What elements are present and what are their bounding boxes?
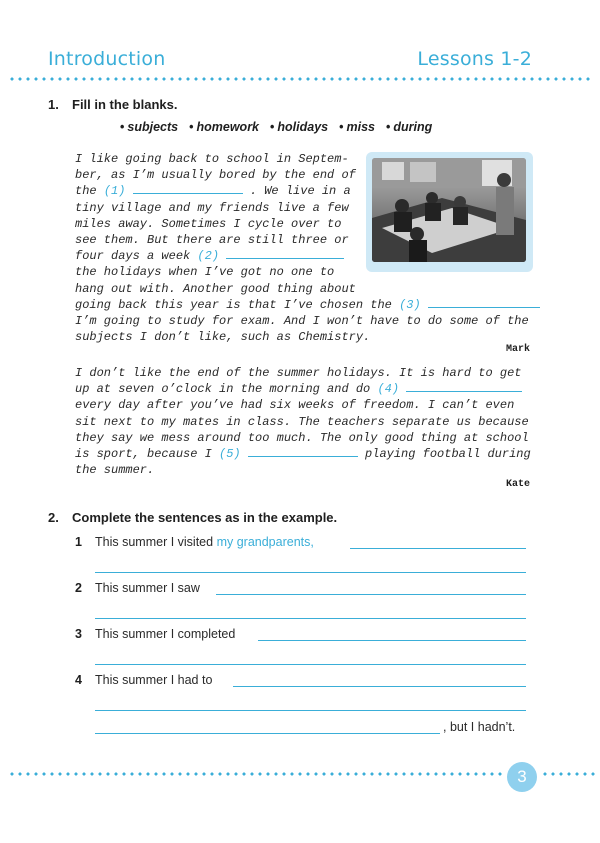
gap-number: (2) [197,249,220,264]
word-box-item: • miss [339,120,375,134]
text-segment: up at seven o’clock in the morning and do [75,382,371,397]
text-line: subjects I don’t like, such as Chemistry. [75,330,371,345]
blank-4[interactable] [406,381,522,392]
blank-5[interactable] [248,446,358,457]
text-line: I’m going to study for exam. And I won’t have to do some of the [75,314,529,329]
text-segment: the [75,184,97,199]
exercise-1-number: 1. [48,97,59,112]
text-line [75,248,540,264]
sentence-start: This summer I visited [95,535,214,549]
blank-2[interactable] [226,248,344,259]
answer-line[interactable] [350,548,526,549]
word-box [120,120,500,134]
answer-line[interactable] [233,686,526,687]
answer-line[interactable] [216,594,526,595]
blank-3[interactable] [428,297,540,308]
page-number-badge: 3 [507,762,537,792]
text-segment: is sport, because I [75,447,212,462]
word-box-item: • homework [189,120,259,134]
answer-line[interactable] [95,618,526,619]
answer-line[interactable] [95,572,526,573]
footer-dotted-divider [8,772,502,776]
text-line: the holidays when I’ve got no one to [75,265,335,280]
text-line: hang out with. Another good thing about [75,281,356,296]
mark-text [75,151,540,345]
gap-number: (3) [399,297,421,312]
text-line: see them. But there are still three or [75,233,349,248]
text-line: I like going back to school in Septem- [75,152,349,166]
text-line [75,183,540,199]
word-box-item: • subjects [120,120,178,134]
exercise-1-title [48,97,177,112]
item-number: 1 [75,535,82,549]
sentence-item-1 [75,535,314,549]
answer-line[interactable] [95,733,440,734]
header-section-title: Introduction [48,48,166,70]
text-segment: going back this year is that I’ve chosen the [75,297,392,312]
sentence-item-4 [75,673,212,687]
signature-mark: Mark [506,344,531,355]
text-segment: playing football during [365,447,531,462]
item-number: 3 [75,627,82,641]
sentence-start: This summer I had to [95,673,213,687]
gap-number: (1) [103,184,126,199]
text-line: miles away. Sometimes I cycle over to [75,216,342,231]
sentence-item-2 [75,581,200,595]
text-line: ber, as I’m usually bored by the end of [75,168,356,183]
text-line: the summer. [75,463,155,478]
sentence-item-3 [75,627,235,641]
item-number: 4 [75,673,82,687]
answer-line[interactable] [95,710,526,711]
text-line: sit next to my mates in class. The teachers separate us because [75,414,529,429]
text-line [75,381,531,397]
item-number: 2 [75,581,82,595]
header-lessons: Lessons 1-2 [417,48,532,70]
text-line: every day after you’ve had six weeks of freedom. I can’t even [75,398,515,413]
exercise-1-instruction: Fill in the blanks. [72,97,178,112]
sentence-start: This summer I saw [95,581,200,595]
exercise-2-title [48,510,337,525]
text-line: tiny village and my friends live a few [75,200,349,215]
word-box-item: • during [386,120,432,134]
text-line: I don’t like the end of the summer holidays. It is hard to get [75,366,522,380]
blank-1[interactable] [133,183,243,194]
footer-dotted-divider-right [541,772,595,776]
signature-kate: Kate [506,479,531,490]
answer-line[interactable] [258,640,526,641]
gap-number: (4) [377,382,400,397]
exercise-2-instruction: Complete the sentences as in the example. [72,510,338,525]
word-box-item: • holidays [270,120,328,134]
text-line: they say we mess around too much. The only good thing at school [75,430,529,445]
answer-line[interactable] [95,664,526,665]
text-segment: four days a week [75,249,191,264]
kate-text [75,365,531,478]
text-segment: . We live in a [249,184,351,199]
sentence-ending: , but I hadn’t. [443,720,516,734]
gap-number: (5) [219,447,241,462]
example-answer: my grandparents, [216,535,314,549]
header-dotted-divider [8,77,594,81]
sentence-start: This summer I completed [95,627,236,641]
exercise-2-number: 2. [48,510,59,525]
text-line [75,446,531,462]
text-line [75,297,540,313]
